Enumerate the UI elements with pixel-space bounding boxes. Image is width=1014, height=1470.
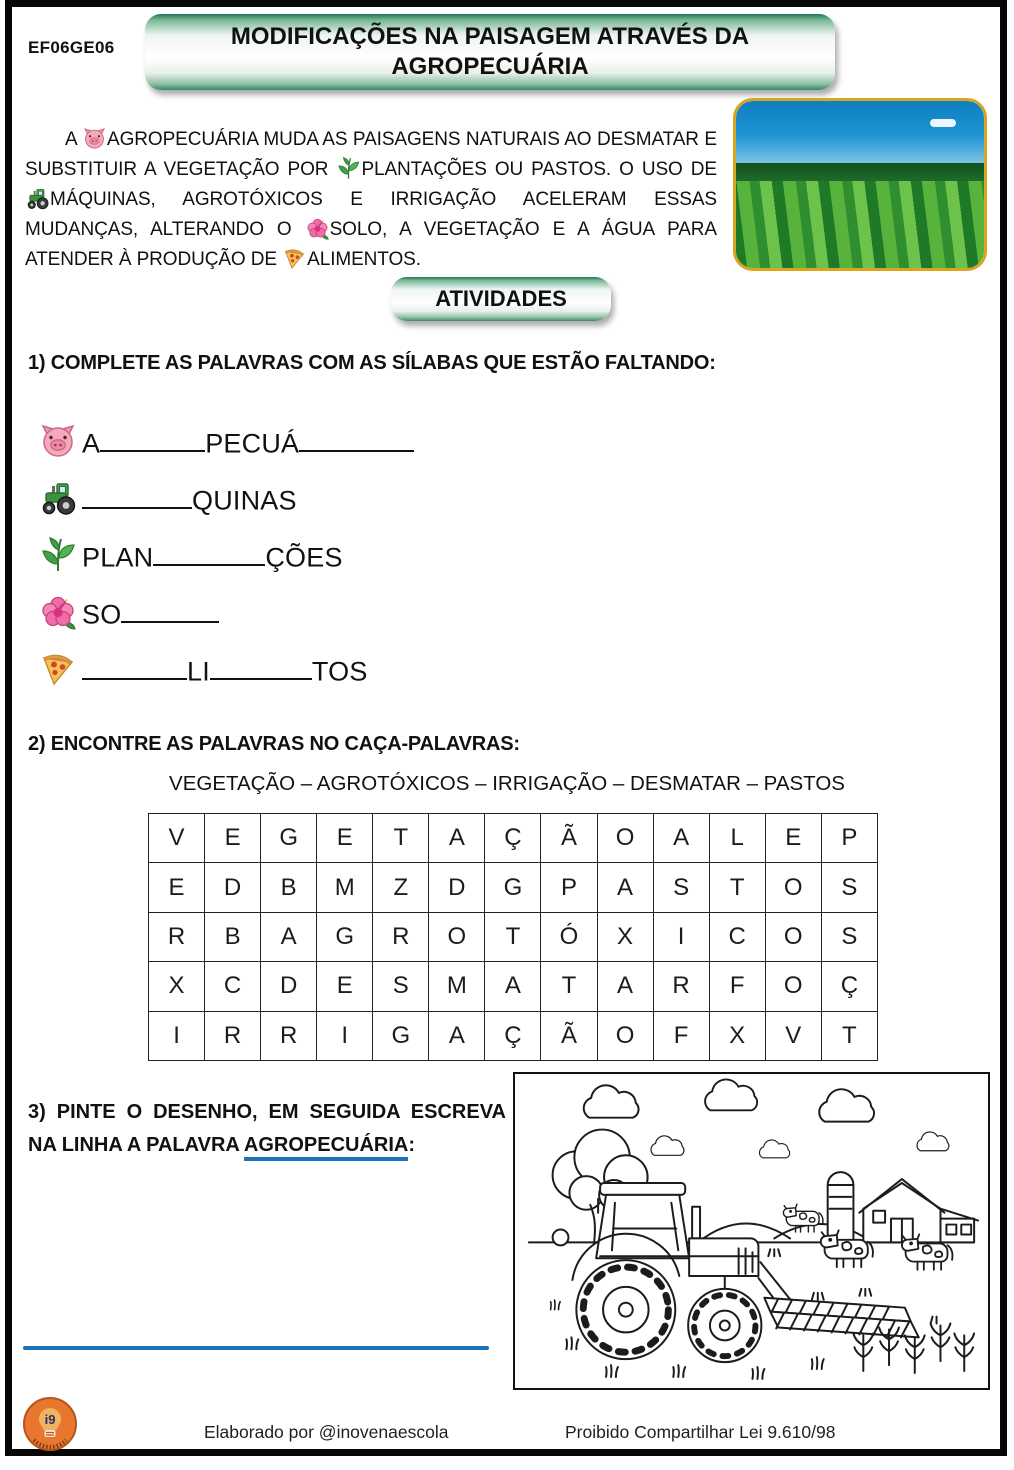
wordsearch-cell: V bbox=[149, 814, 205, 863]
coloring-drawing-box bbox=[513, 1072, 990, 1390]
wordsearch-cell: Z bbox=[373, 863, 429, 912]
syllable-item-text: LI TOS bbox=[82, 650, 368, 687]
syllable-item bbox=[40, 583, 660, 640]
answer-blank bbox=[100, 422, 205, 452]
syllable-item-text: PLAN ÇÕES bbox=[82, 536, 343, 573]
hibiscus-icon bbox=[40, 594, 76, 630]
wordsearch-cell: C bbox=[709, 912, 765, 961]
syllable-item-text: SO bbox=[82, 593, 219, 630]
footer-copyright: Proibido Compartilhar Lei 9.610/98 bbox=[565, 1422, 836, 1442]
farm-field-photo bbox=[733, 98, 987, 271]
answer-blank bbox=[299, 422, 414, 452]
wordsearch-cell: T bbox=[373, 814, 429, 863]
answer-blank bbox=[82, 479, 192, 509]
wordsearch-cell: P bbox=[821, 814, 877, 863]
answer-line bbox=[23, 1346, 489, 1350]
wordsearch-row bbox=[149, 962, 878, 1011]
wordsearch-cell: G bbox=[373, 1011, 429, 1060]
wordsearch-cell: V bbox=[765, 1011, 821, 1060]
wordsearch-cell: O bbox=[765, 912, 821, 961]
footer-credit: Elaborado por @inovenaescola bbox=[204, 1422, 449, 1442]
wordsearch-cell: A bbox=[261, 912, 317, 961]
wordsearch-cell: O bbox=[597, 814, 653, 863]
pig-icon bbox=[83, 127, 106, 150]
wordsearch-cell: P bbox=[541, 863, 597, 912]
pig-icon bbox=[40, 423, 76, 459]
activity3-colon: : bbox=[408, 1134, 416, 1156]
farm-coloring-drawing bbox=[515, 1074, 987, 1387]
activity3-heading bbox=[28, 1096, 506, 1162]
worksheet-code: EF06GE06 bbox=[28, 38, 115, 57]
wordsearch-cell: T bbox=[485, 912, 541, 961]
wordsearch-cell: L bbox=[709, 814, 765, 863]
activity3-text: 3) PINTE O DESENHO, EM SEGUIDA ESCREVA NA LINHA A PALAVRA bbox=[28, 1101, 506, 1156]
wordsearch-cell: A bbox=[429, 814, 485, 863]
wordsearch-cell: Ç bbox=[821, 962, 877, 1011]
answer-blank bbox=[82, 650, 187, 680]
wordsearch-cell: G bbox=[317, 912, 373, 961]
pizza-icon bbox=[40, 651, 76, 687]
wordsearch-cell: O bbox=[429, 912, 485, 961]
wordsearch-grid bbox=[148, 813, 878, 1061]
wordsearch-cell: E bbox=[149, 863, 205, 912]
wordsearch-cell: S bbox=[821, 863, 877, 912]
photo-treeline bbox=[736, 163, 984, 181]
wordsearch-cell: A bbox=[597, 863, 653, 912]
tractor-icon bbox=[40, 480, 76, 516]
activity2-heading: 2) ENCONTRE AS PALAVRAS NO CAÇA-PALAVRAS: bbox=[28, 733, 520, 755]
activity3-underlined-word: AGROPECUÁRIA bbox=[244, 1134, 408, 1161]
syllable-item bbox=[40, 412, 660, 469]
syllable-item bbox=[40, 640, 660, 697]
pizza-icon bbox=[283, 247, 306, 270]
wordsearch-cell: E bbox=[205, 814, 261, 863]
wordsearch-cell: O bbox=[597, 1011, 653, 1060]
activities-banner: ATIVIDADES bbox=[391, 277, 611, 321]
wordsearch-cell: R bbox=[205, 1011, 261, 1060]
herb-icon bbox=[337, 157, 360, 180]
wordsearch-word-list: VEGETAÇÃO – AGROTÓXICOS – IRRIGAÇÃO – DESMATAR – PASTOS bbox=[169, 772, 845, 795]
wordsearch-cell: I bbox=[653, 912, 709, 961]
activity1-list bbox=[40, 412, 660, 697]
wordsearch-cell: T bbox=[541, 962, 597, 1011]
wordsearch-cell: A bbox=[485, 962, 541, 1011]
wordsearch-cell: Ã bbox=[541, 1011, 597, 1060]
wordsearch-cell: Ã bbox=[541, 814, 597, 863]
wordsearch-cell: Ç bbox=[485, 1011, 541, 1060]
answer-blank bbox=[210, 650, 312, 680]
wordsearch-cell: F bbox=[653, 1011, 709, 1060]
answer-blank bbox=[121, 593, 219, 623]
hibiscus-icon bbox=[306, 217, 329, 240]
wordsearch-cell: M bbox=[429, 962, 485, 1011]
wordsearch-cell: A bbox=[429, 1011, 485, 1060]
syllable-item bbox=[40, 469, 660, 526]
wordsearch-cell: D bbox=[205, 863, 261, 912]
intro-paragraph: A AGROPECUÁRIA MUDA AS PAISAGENS NATURAIS AO DESMATAR E SUBSTITUIR A VEGETAÇÃO POR PLANTAÇÕES OU PASTOS. O USO DE MÁQUINAS, AGROTÓXICOS E IRRIGAÇÃO ACELERAM ESSAS MUDANÇAS, ALTERANDO O SOLO, A VEGETAÇÃO E A ÁGUA PARA ATENDER À PRODUÇÃO DE ALIMENTOS. bbox=[25, 129, 717, 270]
syllable-item-text: QUINAS bbox=[82, 479, 297, 516]
wordsearch-cell: D bbox=[261, 962, 317, 1011]
wordsearch-cell: A bbox=[653, 814, 709, 863]
wordsearch-cell: D bbox=[429, 863, 485, 912]
wordsearch-cell: B bbox=[261, 863, 317, 912]
wordsearch-cell: E bbox=[765, 814, 821, 863]
wordsearch-cell: T bbox=[709, 863, 765, 912]
tractor-icon bbox=[26, 187, 49, 210]
photo-crop-rows bbox=[736, 181, 984, 268]
wordsearch-cell: I bbox=[149, 1011, 205, 1060]
wordsearch-cell: G bbox=[261, 814, 317, 863]
wordsearch-cell: T bbox=[821, 1011, 877, 1060]
wordsearch-cell: O bbox=[765, 962, 821, 1011]
wordsearch-cell: E bbox=[317, 814, 373, 863]
wordsearch-row bbox=[149, 814, 878, 863]
activity1-heading: 1) COMPLETE AS PALAVRAS COM AS SÍLABAS QUE ESTÃO FALTANDO: bbox=[28, 352, 716, 374]
syllable-item-text: A PECUÁ bbox=[82, 422, 414, 459]
wordsearch-cell: S bbox=[653, 863, 709, 912]
wordsearch-cell: X bbox=[149, 962, 205, 1011]
wordsearch-row bbox=[149, 863, 878, 912]
wordsearch-cell: S bbox=[373, 962, 429, 1011]
wordsearch-cell: C bbox=[205, 962, 261, 1011]
wordsearch-cell: I bbox=[317, 1011, 373, 1060]
wordsearch-cell: R bbox=[373, 912, 429, 961]
wordsearch-cell: X bbox=[709, 1011, 765, 1060]
wordsearch-cell: Ç bbox=[485, 814, 541, 863]
wordsearch-cell: S bbox=[821, 912, 877, 961]
answer-blank bbox=[153, 536, 265, 566]
wordsearch-cell: F bbox=[709, 962, 765, 1011]
inovenaescola-logo bbox=[22, 1396, 78, 1452]
page-title: MODIFICAÇÕES NA PAISAGEM ATRAVÉS DA AGROPECUÁRIA bbox=[145, 14, 835, 90]
wordsearch-cell: X bbox=[597, 912, 653, 961]
wordsearch-cell: R bbox=[149, 912, 205, 961]
wordsearch-cell: E bbox=[317, 962, 373, 1011]
wordsearch-cell: G bbox=[485, 863, 541, 912]
svg-text:i9: i9 bbox=[44, 1412, 56, 1427]
herb-icon bbox=[40, 537, 76, 573]
wordsearch-row bbox=[149, 1011, 878, 1060]
wordsearch-row bbox=[149, 912, 878, 961]
wordsearch-cell: R bbox=[653, 962, 709, 1011]
wordsearch-cell: A bbox=[597, 962, 653, 1011]
wordsearch-cell: Ó bbox=[541, 912, 597, 961]
photo-sky bbox=[736, 101, 984, 163]
wordsearch-cell: R bbox=[261, 1011, 317, 1060]
wordsearch-cell: O bbox=[765, 863, 821, 912]
syllable-item bbox=[40, 526, 660, 583]
wordsearch-cell: B bbox=[205, 912, 261, 961]
wordsearch-cell: M bbox=[317, 863, 373, 912]
